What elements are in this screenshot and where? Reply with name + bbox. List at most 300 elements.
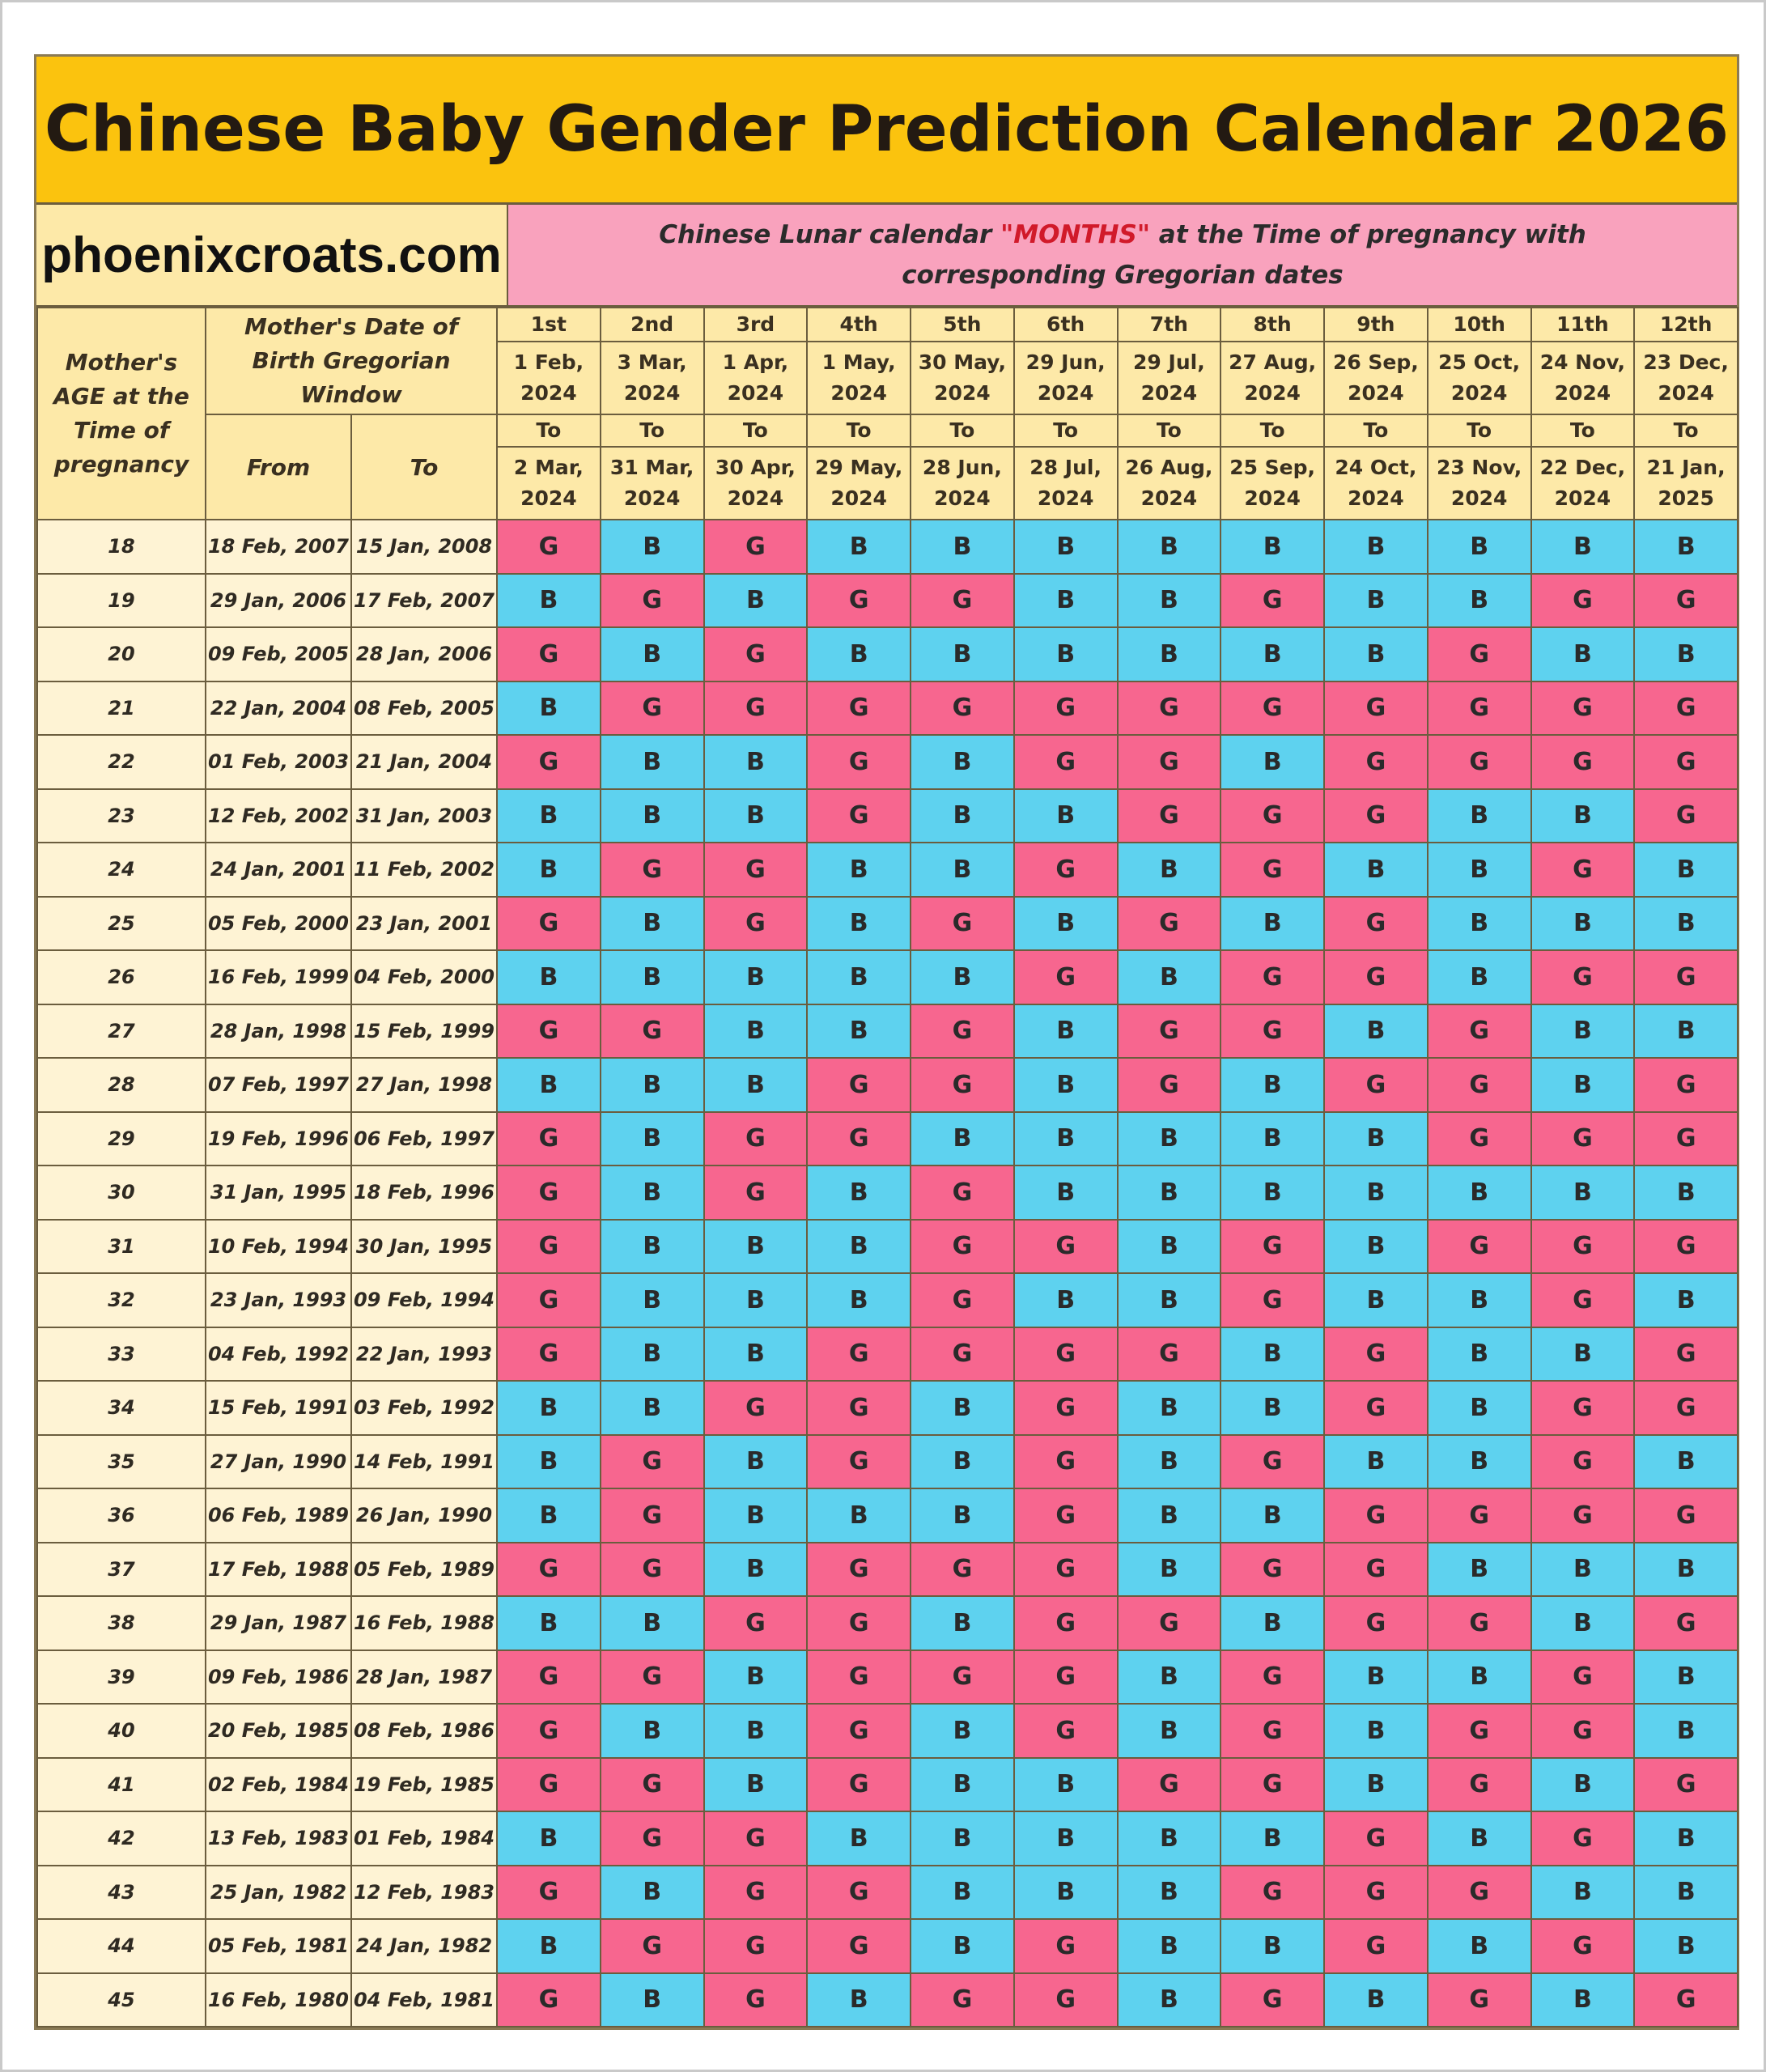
gender-cell: G — [601, 574, 704, 628]
gender-cell: B — [1531, 1166, 1635, 1220]
brand-row — [36, 205, 1737, 307]
row-dob-to: 28 Jan, 2006 — [351, 627, 497, 681]
gender-cell: G — [1531, 843, 1635, 897]
gender-cell: G — [911, 1327, 1014, 1382]
table-row — [37, 1435, 1738, 1489]
row-age: 37 — [37, 1543, 206, 1597]
gender-cell: B — [601, 735, 704, 789]
month-label: 5th — [911, 308, 1014, 342]
gender-cell: B — [1118, 520, 1221, 574]
gender-cell: B — [807, 1273, 911, 1327]
gender-cell: G — [1014, 1650, 1118, 1705]
gender-cell: B — [1634, 897, 1738, 951]
gender-cell: B — [807, 950, 911, 1004]
gender-cell: B — [1220, 1166, 1324, 1220]
header-mother-dob: Mother's Date of Birth Gregorian Window — [206, 308, 497, 414]
gender-cell: G — [1634, 1488, 1738, 1543]
gender-cell: B — [1220, 1381, 1324, 1435]
header-mother-age: Mother's AGE at the Time of pregnancy — [37, 308, 206, 520]
gender-cell: G — [1634, 1220, 1738, 1274]
gender-cell: G — [1118, 735, 1221, 789]
gender-cell: B — [911, 1866, 1014, 1920]
gender-cell: G — [1014, 1488, 1118, 1543]
row-dob-to: 31 Jan, 2003 — [351, 789, 497, 843]
gender-cell: G — [911, 1973, 1014, 2027]
row-age: 34 — [37, 1381, 206, 1435]
month-label: 11th — [1531, 308, 1635, 342]
gender-cell: G — [704, 897, 808, 951]
row-dob-from: 29 Jan, 2006 — [206, 574, 351, 628]
table-row — [37, 1650, 1738, 1705]
gender-cell: B — [601, 897, 704, 951]
row-age: 19 — [37, 574, 206, 628]
gender-cell: B — [1118, 1112, 1221, 1166]
gender-cell: G — [1634, 950, 1738, 1004]
row-age: 29 — [37, 1112, 206, 1166]
gender-cell: G — [807, 681, 911, 736]
row-dob-from: 17 Feb, 1988 — [206, 1543, 351, 1597]
gender-cell: B — [1118, 1973, 1221, 2027]
gender-cell: B — [807, 627, 911, 681]
gender-cell: B — [704, 789, 808, 843]
gender-cell: G — [704, 1166, 808, 1220]
gender-cell: G — [807, 1058, 911, 1112]
gender-cell: B — [497, 789, 601, 843]
gender-cell: G — [1220, 1435, 1324, 1489]
gender-cell: B — [1324, 1166, 1428, 1220]
gender-cell: B — [1428, 1435, 1531, 1489]
gender-cell: B — [497, 1488, 601, 1543]
months-caption — [508, 205, 1737, 305]
gender-cell: B — [1220, 1058, 1324, 1112]
gender-cell: G — [704, 520, 808, 574]
gender-cell: G — [911, 574, 1014, 628]
row-dob-from: 31 Jan, 1995 — [206, 1166, 351, 1220]
gender-cell: B — [601, 1973, 704, 2027]
gender-cell: B — [1531, 1543, 1635, 1597]
gender-cell: G — [1014, 1543, 1118, 1597]
row-age: 20 — [37, 627, 206, 681]
row-age: 26 — [37, 950, 206, 1004]
gender-cell: G — [1014, 1435, 1118, 1489]
gender-cell: G — [1531, 1220, 1635, 1274]
month-to-separator: To — [601, 414, 704, 447]
table-row — [37, 1488, 1738, 1543]
gender-cell: B — [704, 950, 808, 1004]
row-dob-from: 24 Jan, 2001 — [206, 843, 351, 897]
gender-cell: B — [1428, 520, 1531, 574]
gender-cell: B — [911, 789, 1014, 843]
gender-cell: B — [1428, 1811, 1531, 1866]
gender-cell: B — [807, 1488, 911, 1543]
gender-cell: G — [601, 843, 704, 897]
month-to-separator: To — [807, 414, 911, 447]
caption-text-after: at the Time of pregnancy with — [1150, 220, 1586, 249]
gender-cell: G — [1324, 950, 1428, 1004]
gender-cell: G — [807, 1381, 911, 1435]
gender-cell: G — [1014, 735, 1118, 789]
row-age: 31 — [37, 1220, 206, 1274]
gender-cell: B — [1118, 1381, 1221, 1435]
gender-cell: G — [497, 1220, 601, 1274]
gender-cell: B — [1220, 1488, 1324, 1543]
gender-cell: B — [1014, 1112, 1118, 1166]
row-dob-from: 05 Feb, 2000 — [206, 897, 351, 951]
prediction-table — [36, 307, 1738, 2027]
row-dob-from: 09 Feb, 2005 — [206, 627, 351, 681]
month-label: 10th — [1428, 308, 1531, 342]
gender-cell: G — [1118, 789, 1221, 843]
table-row — [37, 681, 1738, 736]
gender-cell: B — [1428, 1166, 1531, 1220]
row-dob-to: 27 Jan, 1998 — [351, 1058, 497, 1112]
gender-cell: B — [1634, 1866, 1738, 1920]
gender-cell: G — [1014, 1919, 1118, 1973]
gender-cell: B — [1428, 1650, 1531, 1705]
gender-cell: B — [601, 1866, 704, 1920]
row-dob-from: 27 Jan, 1990 — [206, 1435, 351, 1489]
gender-cell: B — [1014, 1273, 1118, 1327]
gender-cell: B — [1428, 897, 1531, 951]
gender-cell: G — [807, 1543, 911, 1597]
gender-cell: G — [807, 735, 911, 789]
gender-cell: B — [1634, 520, 1738, 574]
table-row — [37, 1220, 1738, 1274]
gender-cell: G — [704, 627, 808, 681]
gender-cell: B — [1428, 789, 1531, 843]
gender-cell: G — [497, 1704, 601, 1758]
gender-cell: G — [1428, 627, 1531, 681]
row-age: 43 — [37, 1866, 206, 1920]
gender-cell: G — [1634, 681, 1738, 736]
table-row — [37, 1112, 1738, 1166]
gender-cell: B — [704, 1004, 808, 1059]
gender-cell: B — [704, 1327, 808, 1382]
gender-cell: G — [1531, 574, 1635, 628]
row-age: 24 — [37, 843, 206, 897]
table-row — [37, 1704, 1738, 1758]
gender-cell: G — [1324, 681, 1428, 736]
gender-cell: G — [497, 1327, 601, 1382]
gender-cell: G — [1531, 1112, 1635, 1166]
gender-cell: B — [1324, 1273, 1428, 1327]
row-dob-from: 28 Jan, 1998 — [206, 1004, 351, 1059]
gender-cell: G — [1634, 1758, 1738, 1812]
gender-cell: B — [601, 1273, 704, 1327]
gender-cell: G — [601, 1811, 704, 1866]
gender-cell: B — [1634, 843, 1738, 897]
gender-cell: B — [1531, 897, 1635, 951]
gender-cell: G — [497, 1973, 601, 2027]
row-dob-from: 13 Feb, 1983 — [206, 1811, 351, 1866]
gender-cell: G — [807, 1435, 911, 1489]
gender-cell: B — [1324, 574, 1428, 628]
gender-cell: G — [1428, 1004, 1531, 1059]
gender-cell: B — [1324, 843, 1428, 897]
gender-cell: B — [1324, 1435, 1428, 1489]
row-age: 27 — [37, 1004, 206, 1059]
row-dob-to: 26 Jan, 1990 — [351, 1488, 497, 1543]
month-label: 4th — [807, 308, 911, 342]
gender-cell: G — [1634, 574, 1738, 628]
gender-cell: B — [704, 1758, 808, 1812]
caption-months-highlight: "MONTHS" — [1000, 220, 1150, 249]
gender-cell: B — [1531, 1973, 1635, 2027]
gender-cell: G — [911, 1058, 1014, 1112]
gender-cell: B — [1014, 1866, 1118, 1920]
month-start-date: 25 Oct, 2024 — [1428, 342, 1531, 414]
gender-cell: B — [1428, 1543, 1531, 1597]
gender-cell: G — [911, 1543, 1014, 1597]
gender-cell: B — [497, 1381, 601, 1435]
gender-cell: B — [1118, 1435, 1221, 1489]
gender-cell: B — [601, 1166, 704, 1220]
gender-cell: B — [1634, 1273, 1738, 1327]
month-start-date: 27 Aug, 2024 — [1220, 342, 1324, 414]
gender-cell: G — [1324, 1327, 1428, 1382]
row-dob-from: 06 Feb, 1989 — [206, 1488, 351, 1543]
gender-cell: G — [704, 1973, 808, 2027]
gender-cell: G — [1118, 1596, 1221, 1650]
gender-cell: B — [1324, 1004, 1428, 1059]
gender-cell: G — [911, 1650, 1014, 1705]
gender-cell: B — [911, 1811, 1014, 1866]
row-dob-from: 12 Feb, 2002 — [206, 789, 351, 843]
gender-cell: G — [1531, 1488, 1635, 1543]
row-dob-from: 18 Feb, 2007 — [206, 520, 351, 574]
gender-cell: B — [1531, 1596, 1635, 1650]
gender-cell: B — [1634, 1704, 1738, 1758]
gender-cell: B — [1634, 1166, 1738, 1220]
gender-cell: G — [1428, 1596, 1531, 1650]
title-bar — [36, 57, 1737, 205]
row-dob-to: 12 Feb, 1983 — [351, 1866, 497, 1920]
gender-cell: G — [1220, 1866, 1324, 1920]
gender-cell: B — [1428, 1327, 1531, 1382]
month-label: 12th — [1634, 308, 1738, 342]
gender-cell: B — [497, 1058, 601, 1112]
gender-cell: G — [911, 1004, 1014, 1059]
month-to-separator: To — [704, 414, 808, 447]
gender-cell: B — [601, 1112, 704, 1166]
gender-cell: G — [497, 1166, 601, 1220]
gender-cell: B — [1220, 1327, 1324, 1382]
gender-cell: B — [911, 950, 1014, 1004]
month-end-date: 23 Nov, 2024 — [1428, 447, 1531, 520]
table-row — [37, 520, 1738, 574]
gender-cell: B — [601, 1596, 704, 1650]
gender-cell: G — [1324, 1811, 1428, 1866]
gender-cell: G — [1531, 950, 1635, 1004]
caption-line-1 — [659, 214, 1586, 255]
table-row — [37, 1273, 1738, 1327]
row-dob-from: 15 Feb, 1991 — [206, 1381, 351, 1435]
gender-cell: G — [1428, 735, 1531, 789]
gender-cell: G — [601, 1919, 704, 1973]
gender-cell: G — [1324, 1488, 1428, 1543]
gender-cell: G — [1324, 1919, 1428, 1973]
row-age: 45 — [37, 1973, 206, 2027]
gender-cell: G — [704, 681, 808, 736]
gender-cell: G — [807, 1327, 911, 1382]
row-age: 18 — [37, 520, 206, 574]
row-dob-to: 17 Feb, 2007 — [351, 574, 497, 628]
gender-cell: G — [1118, 1058, 1221, 1112]
table-row — [37, 897, 1738, 951]
gender-calendar-chart — [34, 54, 1739, 2030]
month-label: 6th — [1014, 308, 1118, 342]
table-row — [37, 1166, 1738, 1220]
month-label: 1st — [497, 308, 601, 342]
gender-cell: B — [1428, 574, 1531, 628]
gender-cell: G — [497, 1112, 601, 1166]
gender-cell: B — [1014, 1758, 1118, 1812]
row-dob-to: 05 Feb, 1989 — [351, 1543, 497, 1597]
row-age: 32 — [37, 1273, 206, 1327]
gender-cell: G — [1634, 1327, 1738, 1382]
gender-cell: B — [1220, 897, 1324, 951]
gender-cell: G — [704, 1919, 808, 1973]
row-age: 44 — [37, 1919, 206, 1973]
gender-cell: B — [1220, 1811, 1324, 1866]
gender-cell: G — [1014, 1596, 1118, 1650]
gender-cell: G — [807, 1704, 911, 1758]
row-dob-to: 11 Feb, 2002 — [351, 843, 497, 897]
gender-cell: G — [1324, 1543, 1428, 1597]
gender-cell: B — [1118, 1166, 1221, 1220]
month-end-date: 26 Aug, 2024 — [1118, 447, 1221, 520]
page-title: Chinese Baby Gender Prediction Calendar 2026 — [44, 93, 1729, 166]
row-age: 42 — [37, 1811, 206, 1866]
row-dob-from: 04 Feb, 1992 — [206, 1327, 351, 1382]
row-dob-to: 22 Jan, 1993 — [351, 1327, 497, 1382]
table-row — [37, 1543, 1738, 1597]
gender-cell: G — [704, 1866, 808, 1920]
gender-cell: G — [1428, 1488, 1531, 1543]
gender-cell: G — [704, 1596, 808, 1650]
gender-cell: B — [1118, 1543, 1221, 1597]
row-dob-to: 03 Feb, 1992 — [351, 1381, 497, 1435]
gender-cell: G — [1220, 1973, 1324, 2027]
gender-cell: B — [911, 1488, 1014, 1543]
gender-cell: B — [1118, 1811, 1221, 1866]
gender-cell: G — [1531, 1273, 1635, 1327]
gender-cell: B — [1428, 1919, 1531, 1973]
gender-cell: G — [1014, 681, 1118, 736]
gender-cell: G — [1014, 1327, 1118, 1382]
month-label: 8th — [1220, 308, 1324, 342]
gender-cell: B — [1220, 627, 1324, 681]
gender-cell: B — [704, 1488, 808, 1543]
gender-cell: B — [497, 1435, 601, 1489]
gender-cell: B — [1220, 1596, 1324, 1650]
row-age: 30 — [37, 1166, 206, 1220]
month-end-date: 24 Oct, 2024 — [1324, 447, 1428, 520]
gender-cell: G — [1634, 1112, 1738, 1166]
month-end-date: 2 Mar, 2024 — [497, 447, 601, 520]
month-to-separator: To — [1531, 414, 1635, 447]
gender-cell: B — [1634, 1004, 1738, 1059]
month-label: 9th — [1324, 308, 1428, 342]
gender-cell: G — [911, 897, 1014, 951]
row-dob-to: 04 Feb, 1981 — [351, 1973, 497, 2027]
gender-cell: B — [1531, 1758, 1635, 1812]
gender-cell: G — [1634, 1381, 1738, 1435]
gender-cell: G — [1531, 1919, 1635, 1973]
row-dob-to: 08 Feb, 1986 — [351, 1704, 497, 1758]
gender-cell: G — [704, 1811, 808, 1866]
gender-cell: B — [704, 1058, 808, 1112]
gender-cell: B — [1634, 1650, 1738, 1705]
gender-cell: B — [601, 1704, 704, 1758]
gender-cell: B — [807, 897, 911, 951]
gender-cell: G — [497, 1273, 601, 1327]
gender-cell: B — [1220, 520, 1324, 574]
gender-cell: G — [1634, 1058, 1738, 1112]
gender-cell: B — [1014, 1058, 1118, 1112]
gender-cell: G — [911, 681, 1014, 736]
gender-cell: G — [497, 1004, 601, 1059]
row-dob-from: 23 Jan, 1993 — [206, 1273, 351, 1327]
month-label: 2nd — [601, 308, 704, 342]
month-start-date: 24 Nov, 2024 — [1531, 342, 1635, 414]
gender-cell: B — [601, 627, 704, 681]
gender-cell: B — [1118, 1704, 1221, 1758]
gender-cell: B — [1014, 574, 1118, 628]
gender-cell: G — [1428, 1112, 1531, 1166]
gender-cell: B — [704, 735, 808, 789]
gender-cell: G — [601, 1004, 704, 1059]
row-age: 38 — [37, 1596, 206, 1650]
gender-cell: B — [1118, 1650, 1221, 1705]
gender-cell: B — [601, 1220, 704, 1274]
gender-cell: G — [807, 1758, 911, 1812]
gender-cell: B — [1531, 1866, 1635, 1920]
gender-cell: G — [1531, 1650, 1635, 1705]
gender-cell: G — [1014, 1220, 1118, 1274]
gender-cell: G — [704, 843, 808, 897]
month-start-date: 1 Apr, 2024 — [704, 342, 808, 414]
row-dob-to: 16 Feb, 1988 — [351, 1596, 497, 1650]
gender-cell: B — [807, 1004, 911, 1059]
gender-cell: B — [1428, 1273, 1531, 1327]
gender-cell: B — [601, 520, 704, 574]
month-to-separator: To — [1634, 414, 1738, 447]
month-to-separator: To — [1428, 414, 1531, 447]
gender-cell: B — [1531, 627, 1635, 681]
gender-cell: B — [1324, 1220, 1428, 1274]
gender-cell: G — [1634, 735, 1738, 789]
gender-cell: G — [1324, 1058, 1428, 1112]
row-dob-to: 15 Feb, 1999 — [351, 1004, 497, 1059]
row-dob-from: 16 Feb, 1999 — [206, 950, 351, 1004]
gender-cell: G — [807, 1866, 911, 1920]
month-end-date: 28 Jun, 2024 — [911, 447, 1014, 520]
row-dob-to: 23 Jan, 2001 — [351, 897, 497, 951]
gender-cell: B — [911, 520, 1014, 574]
gender-cell: B — [1324, 1650, 1428, 1705]
row-dob-to: 19 Feb, 1985 — [351, 1758, 497, 1812]
gender-cell: B — [1634, 627, 1738, 681]
row-dob-to: 04 Feb, 2000 — [351, 950, 497, 1004]
gender-cell: B — [497, 843, 601, 897]
row-dob-to: 09 Feb, 1994 — [351, 1273, 497, 1327]
table-row — [37, 950, 1738, 1004]
gender-cell: B — [704, 1704, 808, 1758]
gender-cell: B — [1324, 1704, 1428, 1758]
month-end-date: 25 Sep, 2024 — [1220, 447, 1324, 520]
gender-cell: G — [1014, 1381, 1118, 1435]
